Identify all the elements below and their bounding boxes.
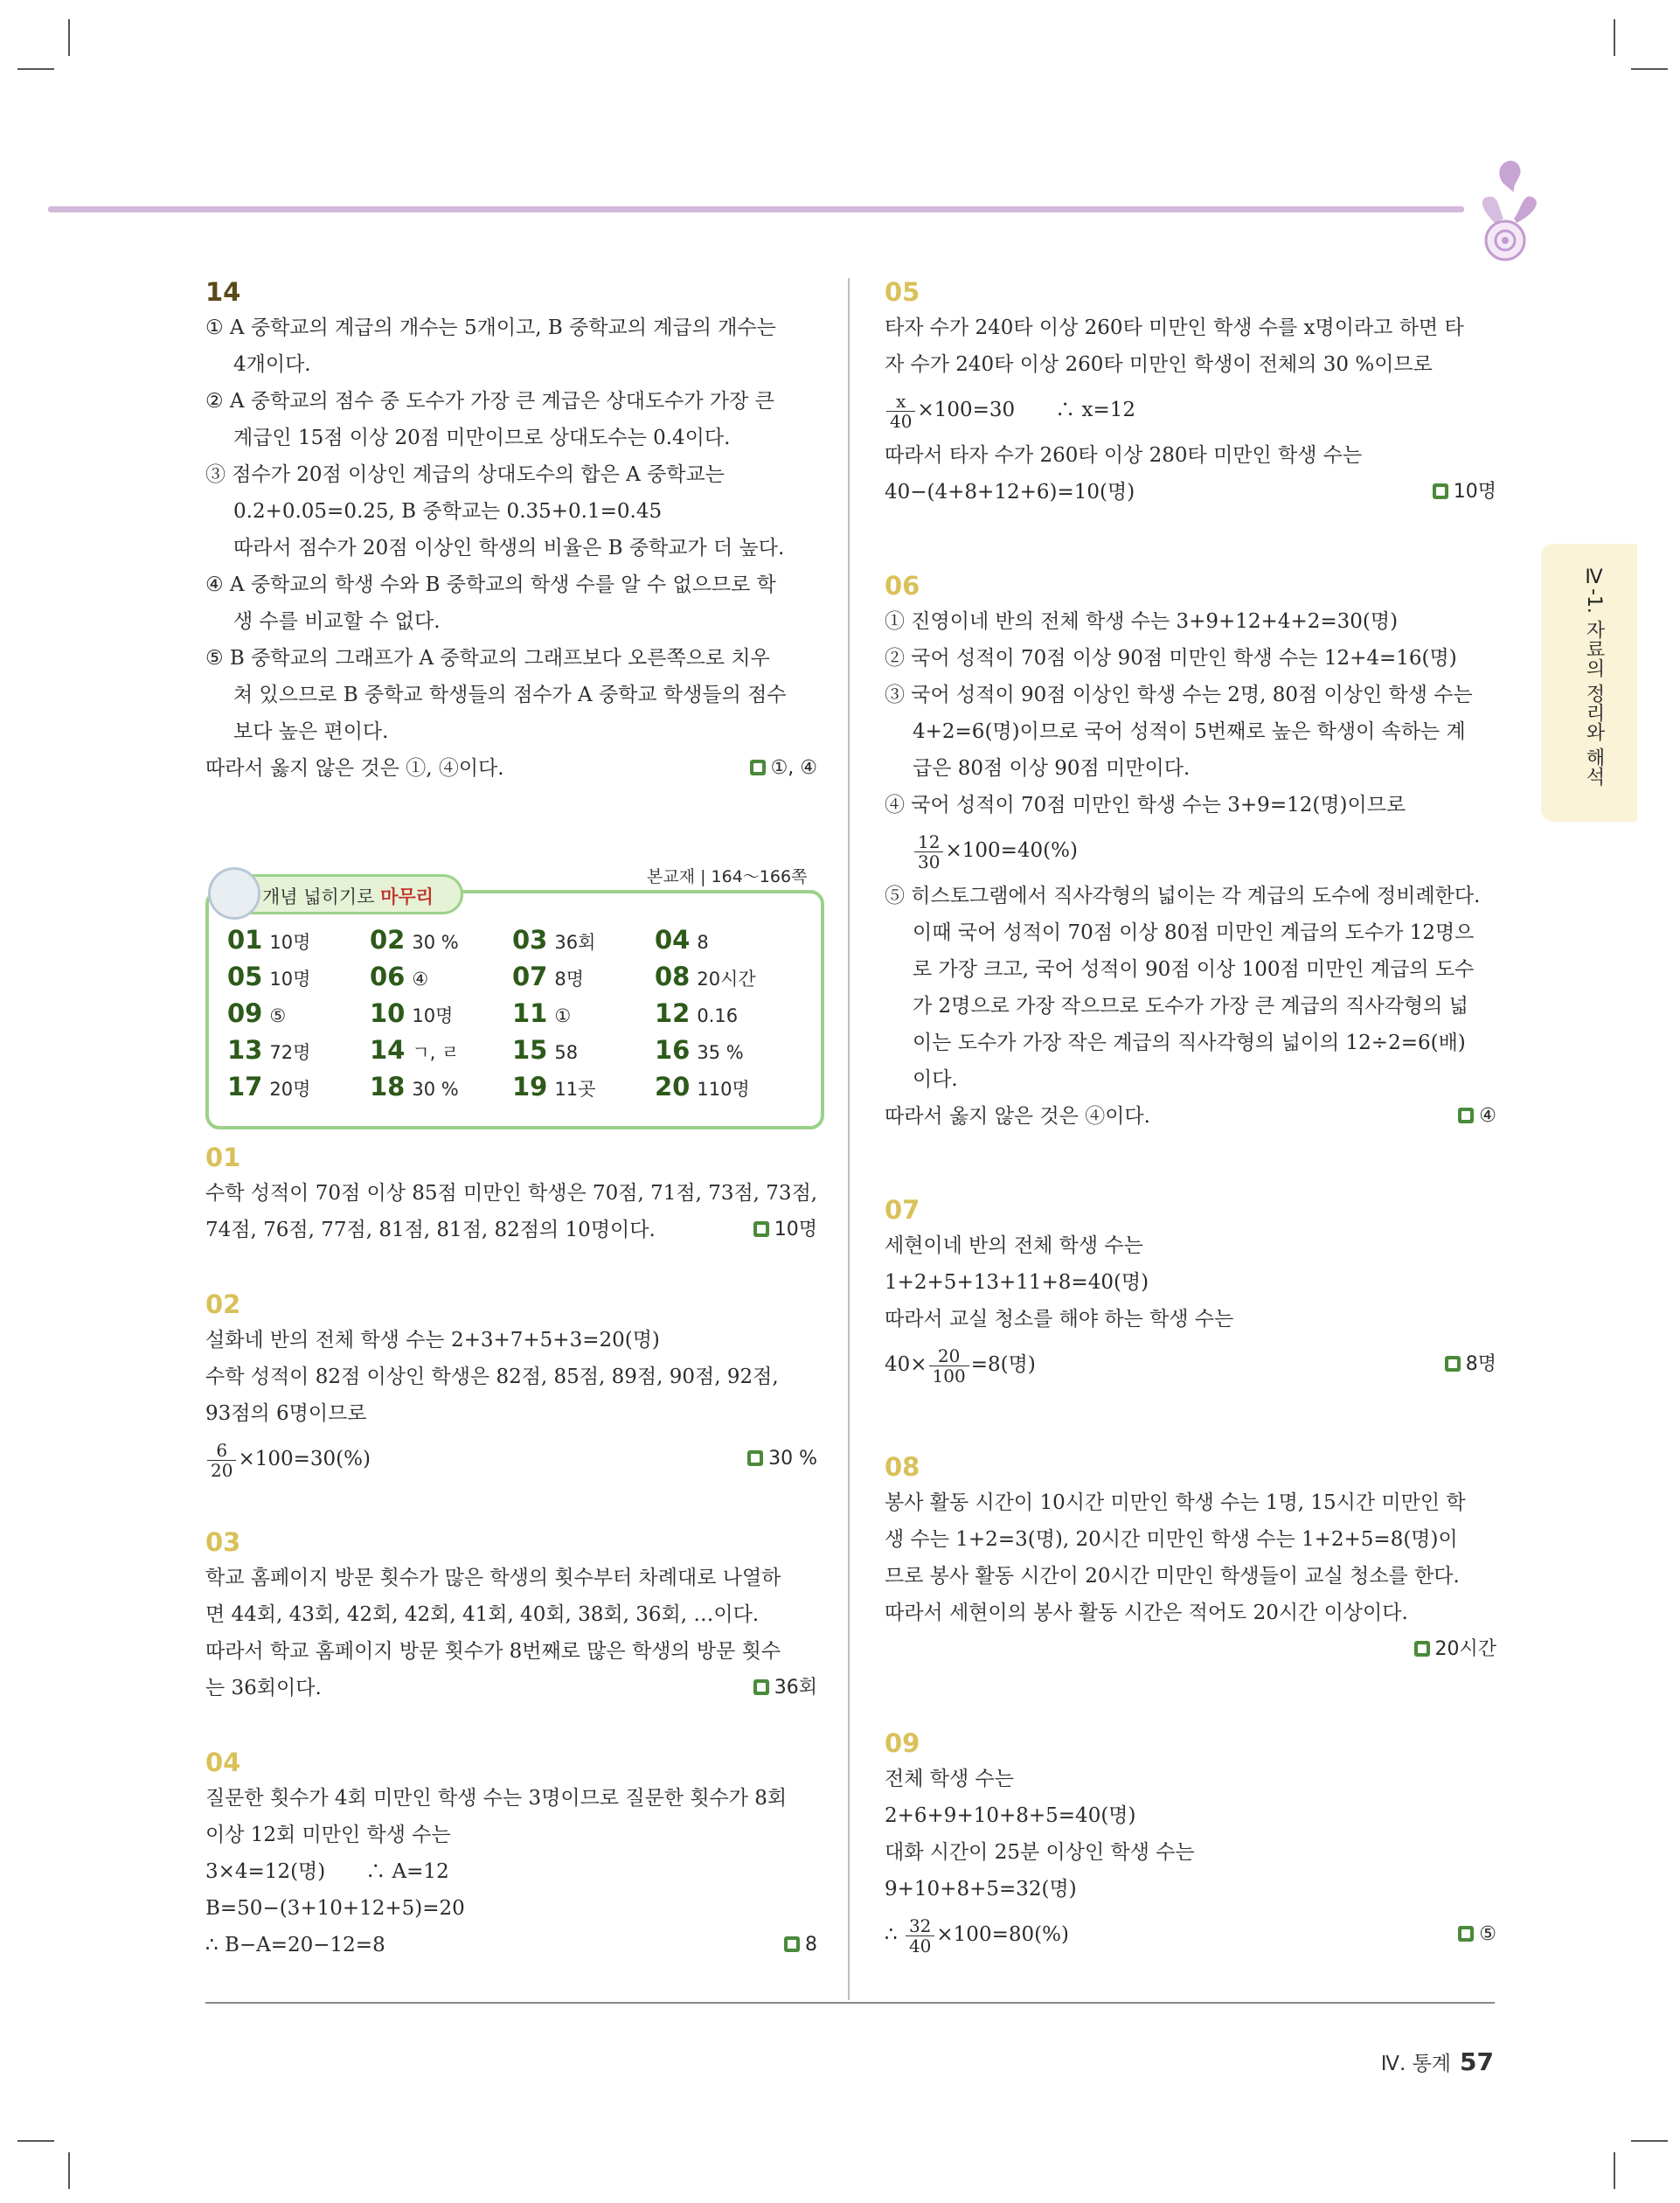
footer-section: Ⅳ. 통계 xyxy=(1380,2053,1452,2075)
crop-mark xyxy=(1631,2140,1668,2142)
q01-number: 01 xyxy=(205,1143,241,1172)
review-answer-item: 15 58 xyxy=(512,1035,579,1065)
q08-line: 생 수는 1+2=3(명), 20시간 미만인 학생 수는 1+2+5=8(명)이 xyxy=(885,1528,1458,1551)
review-answer-item: 20 110명 xyxy=(655,1072,750,1102)
q01-answer: 10명 xyxy=(753,1212,817,1248)
review-answer-item: 16 35 % xyxy=(655,1035,744,1065)
textbook-reference: 본교재 | 164～166쪽 xyxy=(647,867,808,886)
crop-mark xyxy=(17,68,54,70)
q07-line: 세현이네 반의 전체 학생 수는 xyxy=(885,1234,1143,1257)
review-answer-item: 10 10명 xyxy=(370,998,454,1028)
footer-rule xyxy=(205,2002,1495,2004)
answer-tag-icon xyxy=(747,1450,763,1466)
q06-answer: ④ xyxy=(1458,1098,1496,1135)
review-mascot-icon xyxy=(208,867,260,920)
q14-line: 따라서 옳지 않은 것은 ①, ④이다. xyxy=(205,757,504,780)
q09-line: 전체 학생 수는 xyxy=(885,1768,1014,1790)
fraction: $\frac{32}{40}$ xyxy=(906,1916,934,1956)
q14-line: ① A 중학교의 계급의 개수는 5개이고, B 중학교의 계급의 개수는 xyxy=(205,316,776,339)
q05-formula: $\frac{x}{40}$ ×100=30 ∴ x=12 xyxy=(885,383,1496,437)
q14-conclusion xyxy=(205,750,817,787)
q06-line: ④ 국어 성적이 70점 미만인 학생 수는 3+9=12(명)이므로 xyxy=(885,794,1406,817)
review-answer-item: 03 36회 xyxy=(512,925,596,955)
q06-line: ② 국어 성적이 70점 이상 90점 미만인 학생 수는 12+4=16(명) xyxy=(885,647,1457,670)
q09-answer: ⑤ xyxy=(1458,1908,1496,1962)
q06-line: 따라서 옳지 않은 것은 ④이다. ④ xyxy=(885,1098,1496,1135)
answer-tag-icon xyxy=(1433,483,1448,499)
q08-line: 봉사 활동 시간이 10시간 미만인 학생 수는 1명, 15시간 미만인 학 xyxy=(885,1491,1466,1514)
answer-tag-icon xyxy=(753,1221,769,1237)
answer-tag-icon xyxy=(1458,1108,1474,1123)
fraction: $\frac{20}{100}$ xyxy=(929,1346,969,1386)
crop-mark xyxy=(68,2152,70,2189)
answer-tag-icon xyxy=(784,1936,800,1952)
crop-mark xyxy=(17,2140,54,2142)
q06-line: ③ 국어 성적이 90점 이상인 학생 수는 2명, 80점 이상인 학생 수는 xyxy=(885,684,1473,706)
q14-line: 생 수를 비교할 수 없다. xyxy=(233,610,441,633)
q09-line: 대화 시간이 25분 이상인 학생 수는 xyxy=(885,1841,1195,1864)
fraction: $\frac{6}{20}$ xyxy=(207,1441,236,1480)
q09-line: 9+10+8+5=32(명) xyxy=(885,1878,1077,1901)
q02-line: 수학 성적이 82점 이상인 학생은 82점, 85점, 89점, 90점, 92점, xyxy=(205,1366,779,1388)
q14-line: 보다 높은 편이다. xyxy=(233,720,389,743)
q09-line: 2+6+9+10+8+5=40(명) xyxy=(885,1804,1136,1827)
left-column xyxy=(205,271,817,787)
q06-line: 가 2명으로 가장 작으므로 도수가 가장 큰 계급의 직사각형의 넓 xyxy=(913,995,1468,1018)
q02-formula: $\frac{6}{20}$ ×100=30(%) 30 % xyxy=(205,1432,817,1486)
q04-answer: 8 xyxy=(784,1927,817,1963)
q05-answer: 10명 xyxy=(1433,474,1496,511)
page-footer xyxy=(1381,2047,1494,2076)
q06-line: ① 진영이네 반의 전체 학생 수는 3+9+12+4+2=30(명) xyxy=(885,610,1399,633)
review-answer-item: 05 10명 xyxy=(227,962,311,991)
q04-line: 질문한 횟수가 4회 미만인 학생 수는 3명이므로 질문한 횟수가 8회 xyxy=(205,1787,788,1810)
crop-mark xyxy=(1614,19,1615,56)
review-answer-item: 06 ④ xyxy=(370,962,429,991)
side-tab-label: Ⅳ-1. 자료의 정리와 해석 xyxy=(1583,566,1605,786)
q04-line: 이상 12회 미만인 학생 수는 xyxy=(205,1824,451,1846)
fraction: $\frac{x}{40}$ xyxy=(886,392,915,431)
q02-line: 93점의 6명이므로 xyxy=(205,1402,367,1425)
q06-line: 이다. xyxy=(913,1068,958,1091)
right-column xyxy=(885,271,1496,1962)
q06-line: 4+2=6(명)이므로 국어 성적이 5번째로 높은 학생이 속하는 계 xyxy=(913,720,1466,743)
review-answer-item: 01 10명 xyxy=(227,925,311,955)
q14-line: ⑤ B 중학교의 그래프가 A 중학교의 그래프보다 오른쪽으로 치우 xyxy=(205,647,770,670)
q05-line: 자 수가 240타 이상 260타 미만인 학생이 전체의 30 %이므로 xyxy=(885,353,1433,376)
crop-mark xyxy=(1614,2152,1615,2189)
q14-line: 따라서 점수가 20점 이상인 학생의 비율은 B 중학교가 더 높다. xyxy=(233,537,785,559)
q03-number: 03 xyxy=(205,1527,241,1557)
q14-number: 14 xyxy=(205,277,241,307)
review-answer-item: 07 8명 xyxy=(512,962,585,991)
answer-tag-icon xyxy=(1445,1356,1461,1372)
q07-answer: 8명 xyxy=(1445,1338,1496,1392)
page-number: 57 xyxy=(1460,2047,1494,2076)
q03-line: 따라서 학교 홈페이지 방문 횟수가 8번째로 많은 학생의 방문 횟수 xyxy=(205,1640,781,1663)
q14-line: ② A 중학교의 점수 중 도수가 가장 큰 계급은 상대도수가 가장 큰 xyxy=(205,390,774,413)
q09-formula: ∴ $\frac{32}{40}$ ×100=80(%) ⑤ xyxy=(885,1908,1496,1962)
review-answer-item: 19 11곳 xyxy=(512,1072,596,1102)
q08-answer-row xyxy=(885,1631,1496,1668)
q05-line: 따라서 타자 수가 260타 이상 280타 미만인 학생 수는 xyxy=(885,444,1363,467)
q06-line: 이는 도수가 가장 작은 계급의 직사각형의 넓이의 12÷2=6(배) xyxy=(913,1032,1466,1054)
review-answer-item: 08 20시간 xyxy=(655,962,756,991)
q01-line: 수학 성적이 70점 이상 85점 미만인 학생은 70점, 71점, 73점, 73점, xyxy=(205,1182,818,1205)
crop-mark xyxy=(1631,68,1668,70)
fraction: $\frac{12}{30}$ xyxy=(914,832,943,872)
q14-line: 4개이다. xyxy=(233,353,311,376)
review-answer-item: 17 20명 xyxy=(227,1072,311,1102)
q14-line: ④ A 중학교의 학생 수와 B 중학교의 학생 수를 알 수 없으므로 학 xyxy=(205,573,776,596)
q09-number: 09 xyxy=(885,1728,920,1758)
q04-line: B=50−(3+10+12+5)=20 xyxy=(205,1897,465,1920)
review-answer-item: 18 30 % xyxy=(370,1072,459,1102)
q08-answer: 20시간 xyxy=(1414,1631,1497,1668)
q03-line: 는 36회이다. 36회 xyxy=(205,1670,817,1706)
q03-line: 면 44회, 43회, 42회, 42회, 41회, 40회, 38회, 36회, …이다. xyxy=(205,1603,760,1626)
q05-number: 05 xyxy=(885,277,920,307)
review-answer-item: 02 30 % xyxy=(370,925,459,955)
q02-line: 설화네 반의 전체 학생 수는 2+3+7+5+3=20(명) xyxy=(205,1329,660,1352)
header-rule xyxy=(48,206,1464,212)
review-answer-item: 09 ⑤ xyxy=(227,998,287,1028)
q14-line: 쳐 있으므로 B 중학교 학생들의 점수가 A 중학교 학생들의 점수 xyxy=(233,684,787,706)
q08-line: 므로 봉사 활동 시간이 20시간 미만인 학생들이 교실 청소를 한다. xyxy=(885,1565,1460,1588)
q04-line: ∴ B−A=20−12=8 8 xyxy=(205,1927,817,1963)
q07-line: 1+2+5+13+11+8=40(명) xyxy=(885,1271,1149,1294)
answer-tag-icon xyxy=(1458,1926,1474,1942)
q14-answer: ①, ④ xyxy=(750,750,817,787)
q05-line: 40−(4+8+12+6)=10(명) 10명 xyxy=(885,474,1496,511)
q07-line: 따라서 교실 청소를 해야 하는 학생 수는 xyxy=(885,1308,1234,1331)
review-answer-item: 13 72명 xyxy=(227,1035,311,1065)
q14-line: 0.2+0.05=0.25, B 중학교는 0.35+0.1=0.45 xyxy=(233,500,663,523)
q08-number: 08 xyxy=(885,1452,920,1482)
q02-number: 02 xyxy=(205,1289,241,1319)
q14-line: ③ 점수가 20점 이상인 계급의 상대도수의 합은 A 중학교는 xyxy=(205,463,725,486)
q04-line: 3×4=12(명) ∴ A=12 xyxy=(205,1860,449,1883)
q06-line: ⑤ 히스토그램에서 직사각형의 넓이는 각 계급의 도수에 정비례한다. xyxy=(885,885,1481,907)
q06-line: 로 가장 크고, 국어 성적이 90점 이상 100점 미만인 계급의 도수 xyxy=(913,958,1475,981)
answer-tag-icon xyxy=(750,760,766,775)
answer-tag-icon xyxy=(1414,1641,1430,1657)
answer-tag-icon xyxy=(753,1679,769,1695)
q01-line: 74점, 76점, 77점, 81점, 81점, 82점의 10명이다. 10명 xyxy=(205,1212,817,1248)
review-header: 개념 넓히기로 마무리 xyxy=(214,874,463,914)
review-answer-item: 14 ㄱ, ㄹ xyxy=(370,1035,460,1065)
q04-number: 04 xyxy=(205,1748,241,1777)
q03-line: 학교 홈페이지 방문 횟수가 많은 학생의 횟수부터 차례대로 나열하 xyxy=(205,1567,781,1589)
q03-answer: 36회 xyxy=(753,1670,817,1706)
q14-line: 계급인 15점 이상 20점 미만이므로 상대도수는 0.4이다. xyxy=(233,427,731,449)
q07-formula: 40× $\frac{20}{100}$ =8(명) 8명 xyxy=(885,1338,1496,1392)
q06-line: 급은 80점 이상 90점 미만이다. xyxy=(913,757,1191,780)
column-divider xyxy=(848,278,850,2000)
review-answer-item: 11 ① xyxy=(512,998,572,1028)
q08-line: 따라서 세현이의 봉사 활동 시간은 적어도 20시간 이상이다. xyxy=(885,1602,1408,1624)
flower-ornament-icon xyxy=(1451,149,1547,271)
review-answer-item: 12 0.16 xyxy=(655,998,739,1028)
review-answer-item: 04 8 xyxy=(655,925,709,955)
q06-line: 이때 국어 성적이 70점 이상 80점 미만인 계급의 도수가 12명으 xyxy=(913,921,1475,944)
q06-formula: $\frac{12}{30}$ ×100=40(%) xyxy=(885,824,1496,878)
q07-number: 07 xyxy=(885,1195,920,1225)
crop-mark xyxy=(68,19,70,56)
q06-number: 06 xyxy=(885,571,920,601)
q02-answer: 30 % xyxy=(747,1432,817,1486)
q05-line: 타자 수가 240타 이상 260타 미만인 학생 수를 x명이라고 하면 타 xyxy=(885,316,1464,339)
left-column-lower xyxy=(205,1136,817,1963)
